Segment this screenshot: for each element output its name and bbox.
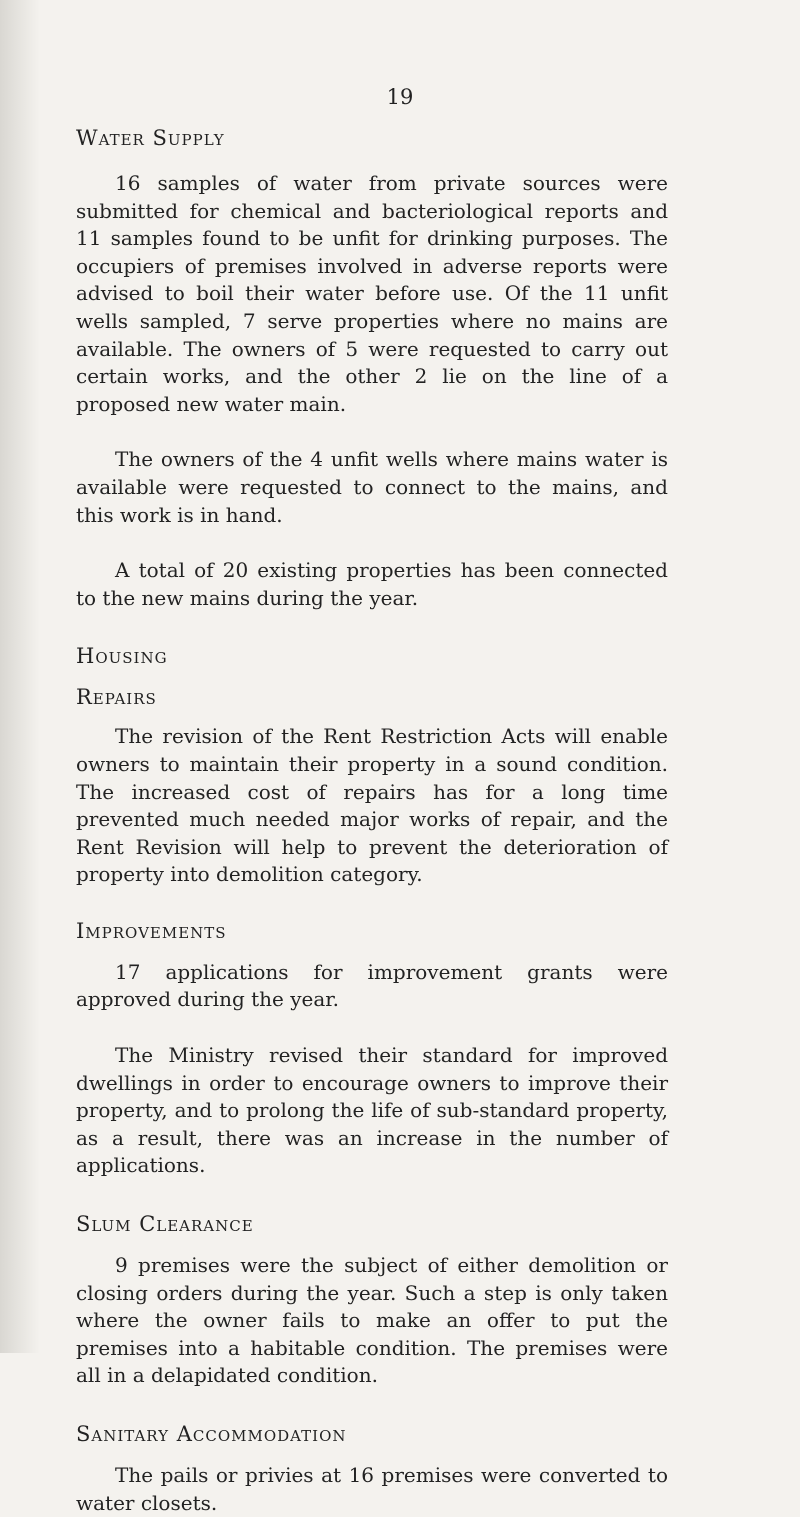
heading-repairs: Repairs bbox=[76, 685, 157, 710]
heading-sanitary-accommodation: Sanitary Accommodation bbox=[76, 1422, 347, 1446]
paragraph-water-supply-2: The owners of the 4 unfit wells where mains water is available were requested to connect to the mains, and this work is in hand. bbox=[76, 447, 668, 527]
paragraph-water-supply-1: 16 samples of water from private sources were submitted for chemical and bacteriological reports and 11 samples found to be unfit for drinking purposes. The occupiers of premises involved in adverse reports were advised to boil their water before use. Of the 11 unfit wells sampled, 7 serve properties where no mains are available. The owners of 5 were requested to carry out certain works, and the other 2 lie on the line of a proposed new water main. bbox=[76, 171, 668, 416]
heading-slum-clearance: Slum Clearance bbox=[76, 1212, 254, 1237]
paragraph-slum-clearance: 9 premises were the subject of either demolition or closing orders during the year. Such a step is only taken where the owner fails to make an offer to put the premises into a habitable condition. The premises were all in a delapidated condition. bbox=[76, 1253, 668, 1388]
page-body bbox=[76, 124, 668, 1517]
paragraph-improvements-2: The Ministry revised their standard for improved dwellings in order to encourage owners to improve their property, and to prolong the life of sub-standard property, as a result, there was an increase in the number of applications. bbox=[76, 1043, 668, 1178]
paragraph-repairs: The revision of the Rent Restriction Acts will enable owners to maintain their property in a sound condition. The increased cost of repairs has for a long time prevented much needed major works of repair, and the Rent Revision will help to prevent the deterioration of property into demolition category. bbox=[76, 724, 668, 887]
paragraph-improvements-1: 17 applications for improvement grants were approved during the year. bbox=[76, 959, 668, 1012]
page-edge-shadow bbox=[0, 0, 40, 1353]
paragraph-sanitary-accommodation: The pails or privies at 16 premises were converted to water closets. bbox=[76, 1463, 668, 1515]
heading-improvements: Improvements bbox=[76, 918, 227, 943]
heading-housing: Housing bbox=[76, 644, 168, 669]
heading-water-supply: Water Supply bbox=[76, 126, 225, 150]
page-number: 19 bbox=[386, 85, 414, 109]
paragraph-water-supply-3: A total of 20 existing properties has been connected to the new mains during the year. bbox=[76, 558, 668, 610]
